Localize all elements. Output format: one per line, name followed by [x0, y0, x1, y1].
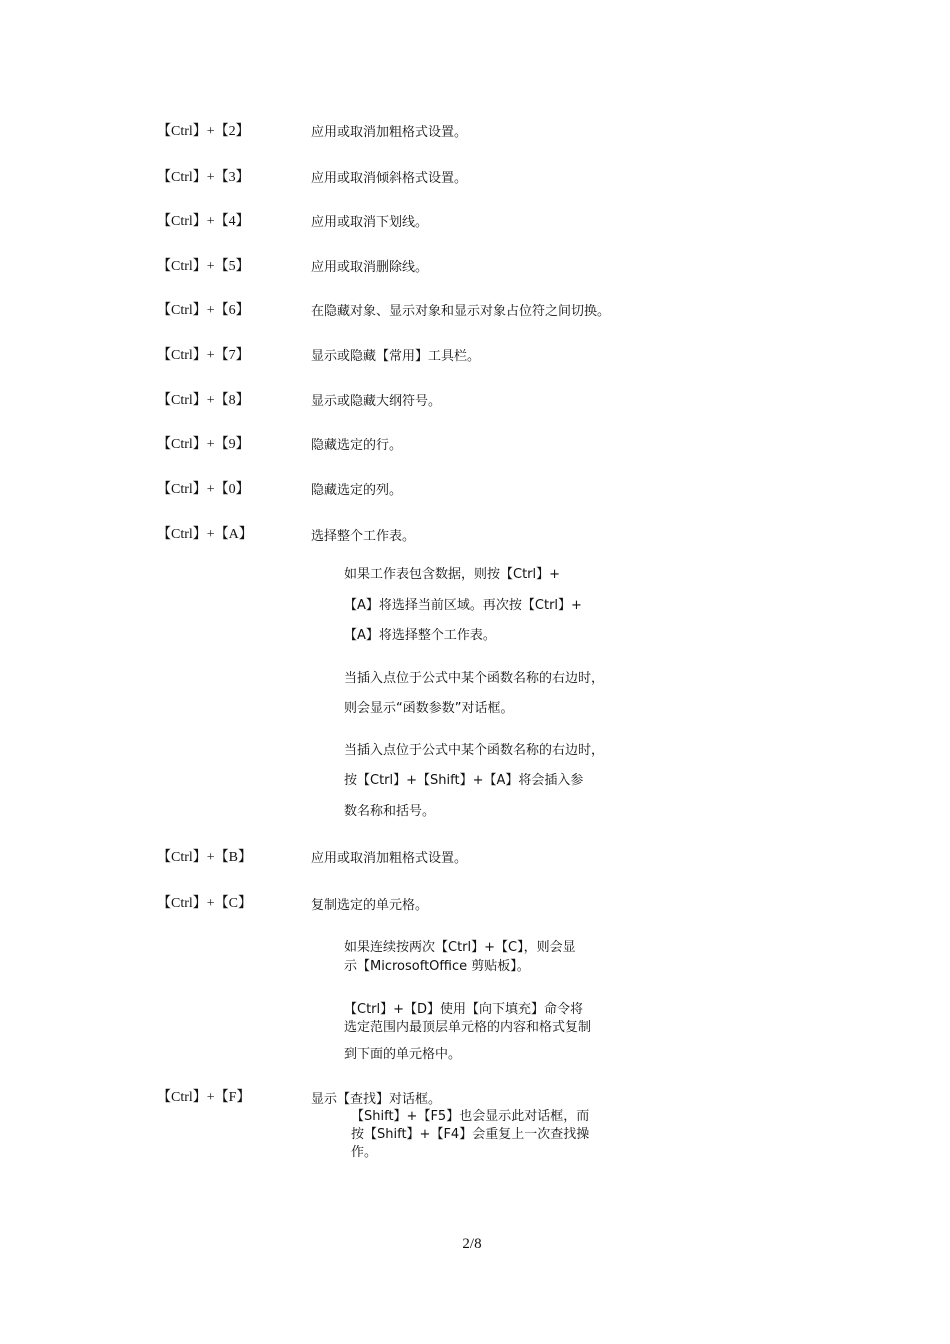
shortcut-description: 显示或隐藏大纲符号。	[311, 394, 442, 409]
shortcut-key: 【Ctrl】+【9】	[157, 437, 250, 452]
shortcut-key: 【Ctrl】+【A】	[157, 527, 253, 542]
note-line: 选定范围内最顶层单元格的内容和格式复制	[344, 1020, 592, 1035]
shortcut-key: 【Ctrl】+【3】	[157, 170, 250, 185]
note-line: 【A】将选择整个工作表。	[344, 628, 496, 643]
note-line: 到下面的单元格中。	[344, 1047, 462, 1062]
shortcut-key: 【Ctrl】+【5】	[157, 259, 250, 274]
shortcut-key: 【Ctrl】+【7】	[157, 348, 250, 363]
shortcut-key: 【Ctrl】+【C】	[157, 896, 253, 911]
note-line: 作。	[351, 1145, 378, 1160]
shortcut-description: 应用或取消删除线。	[311, 260, 429, 275]
note-line: 当插入点位于公式中某个函数名称的右边时，	[344, 671, 605, 686]
shortcut-key: 【Ctrl】+【B】	[157, 850, 253, 865]
shortcut-description: 显示或隐藏【常用】工具栏。	[311, 349, 481, 364]
note-line: 【Shift】+【F5】也会显示此对话框，而	[351, 1109, 590, 1124]
shortcut-description: 隐藏选定的行。	[311, 438, 403, 453]
note-line: 数名称和括号。	[344, 804, 436, 819]
note-line: 按【Ctrl】+【Shift】+【A】将会插入参	[344, 773, 584, 788]
shortcut-description: 应用或取消加粗格式设置。	[311, 851, 468, 866]
page-number: 2/8	[462, 1236, 482, 1252]
note-line: 【A】将选择当前区域。再次按【Ctrl】+	[344, 598, 582, 613]
note-line: 【Ctrl】+【D】使用【向下填充】命令将	[344, 1002, 584, 1017]
shortcut-key: 【Ctrl】+【8】	[157, 393, 250, 408]
shortcut-description: 隐藏选定的列。	[311, 483, 403, 498]
shortcut-description: 应用或取消下划线。	[311, 215, 429, 230]
note-line: 如果连续按两次【Ctrl】+【C】，则会显	[344, 940, 576, 955]
shortcut-key: 【Ctrl】+【0】	[157, 482, 250, 497]
shortcut-key: 【Ctrl】+【F】	[157, 1090, 251, 1105]
note-line: 按【Shift】+【F4】会重复上一次查找操	[351, 1127, 590, 1142]
shortcut-key: 【Ctrl】+【6】	[157, 303, 250, 318]
shortcut-key: 【Ctrl】+【4】	[157, 214, 250, 229]
note-line: 则会显示“函数参数”对话框。	[344, 701, 514, 716]
shortcut-description: 显示【查找】对话框。	[311, 1092, 442, 1107]
shortcut-description: 复制选定的单元格。	[311, 898, 429, 913]
shortcut-description: 应用或取消倾斜格式设置。	[311, 171, 468, 186]
shortcut-description: 应用或取消加粗格式设置。	[311, 125, 468, 140]
shortcut-description: 选择整个工作表。	[311, 529, 416, 544]
note-line: 示【MicrosoftOffice 剪贴板】。	[344, 959, 530, 974]
note-line: 如果工作表包含数据，则按【Ctrl】+	[344, 567, 561, 582]
shortcut-description: 在隐藏对象、显示对象和显示对象占位符之间切换。	[311, 304, 611, 319]
shortcut-key: 【Ctrl】+【2】	[157, 124, 250, 139]
note-line: 当插入点位于公式中某个函数名称的右边时，	[344, 743, 605, 758]
